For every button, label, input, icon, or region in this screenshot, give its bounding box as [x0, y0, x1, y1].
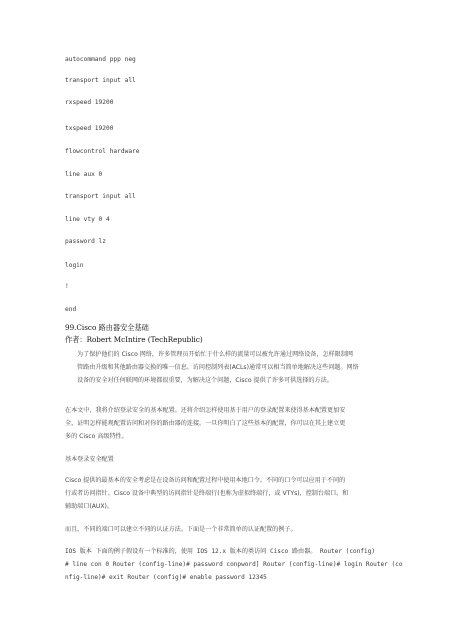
paragraph-overview [65, 404, 395, 443]
config-example [65, 545, 403, 584]
paragraph-passwords [65, 474, 395, 513]
paragraph-line: 为了保护他们的 Cisco 网络，许多管理员开始忙于什么样的流量可以被允许通过网络设备，怎样限制网 [77, 351, 354, 358]
config-example-line: nfig-line)# exit Router (config)# enable password 12345 [65, 574, 267, 581]
paragraph-line: 在本文中，我将介绍登录安全的基本配置。还将介绍怎样使用基于用户的登录配置来使得基本配置更加安 [65, 407, 346, 414]
config-example-line: # line con 0 Router (config-line)# password conpword] Router (config-line)# login Router (co [65, 561, 403, 568]
paragraph-line: 设备的安全对任何联网的环境都很重要，为解决这个问题，Cisco 提供了许多可供选择的方法。 [77, 377, 333, 384]
code-line: line aux 0 [65, 171, 103, 178]
paragraph-line: 全，证明怎样能观配置访问和对你的路由器的连接。一旦你明白了这些基本的配置，你可以在其上建立更 [65, 420, 346, 427]
paragraph-line: 辅助端口(AUX)。 [65, 503, 114, 510]
code-line: txspeed 19200 [65, 125, 114, 132]
author-line: 作者：Robert McIntire (TechRepublic) [65, 335, 203, 344]
paragraph-line: 行或者访问指针。Cisco 设备中典型的访问指针是终端行(也称为虚拟终端行，或 VTYs)，控制台端口，和 [65, 490, 349, 497]
subheading [65, 453, 395, 466]
code-line: login [65, 262, 84, 269]
paragraph-intro [65, 348, 395, 387]
code-line: end [65, 306, 77, 313]
config-example-line: IOS 版本 下面的例子假设有一个标准的，使用 IOS 12.x 版本的类访问 Cisco 路由器。 Router (config) [65, 548, 376, 555]
code-line: rxspeed 19200 [65, 99, 114, 106]
section-title: 99.Cisco 路由器安全基础 [65, 323, 149, 332]
code-line: transport input all [65, 193, 136, 200]
code-line: password lz [65, 238, 106, 245]
code-line: autocommand ppp neg [65, 56, 136, 63]
code-line: transport input all [65, 77, 136, 84]
subheading-text: 基本登录安全配置 [65, 456, 114, 463]
paragraph-line: 多的 Cisco 高级特性。 [65, 433, 128, 440]
code-line: line vty 0 4 [65, 216, 110, 223]
code-line: ! [65, 283, 69, 290]
paragraph-auth [65, 523, 395, 536]
code-line: flowcontrol hardware [65, 148, 140, 155]
paragraph-line: Cisco 提供的最基本的安全考虑是在设备访问和配置过程中使用本地口令。不同的口令可以应用于不同的 [65, 477, 346, 484]
paragraph-line: 管路由升级和其他路由器交换的唯一信息。访问控制列表(ACLs)通常可以相当简单地解决这些问题。网络 [77, 364, 359, 371]
paragraph-line: 而且，不同的端口可以建立不同的认证方法。下面是一个非常简单的认证配置的例子。 [65, 526, 297, 533]
